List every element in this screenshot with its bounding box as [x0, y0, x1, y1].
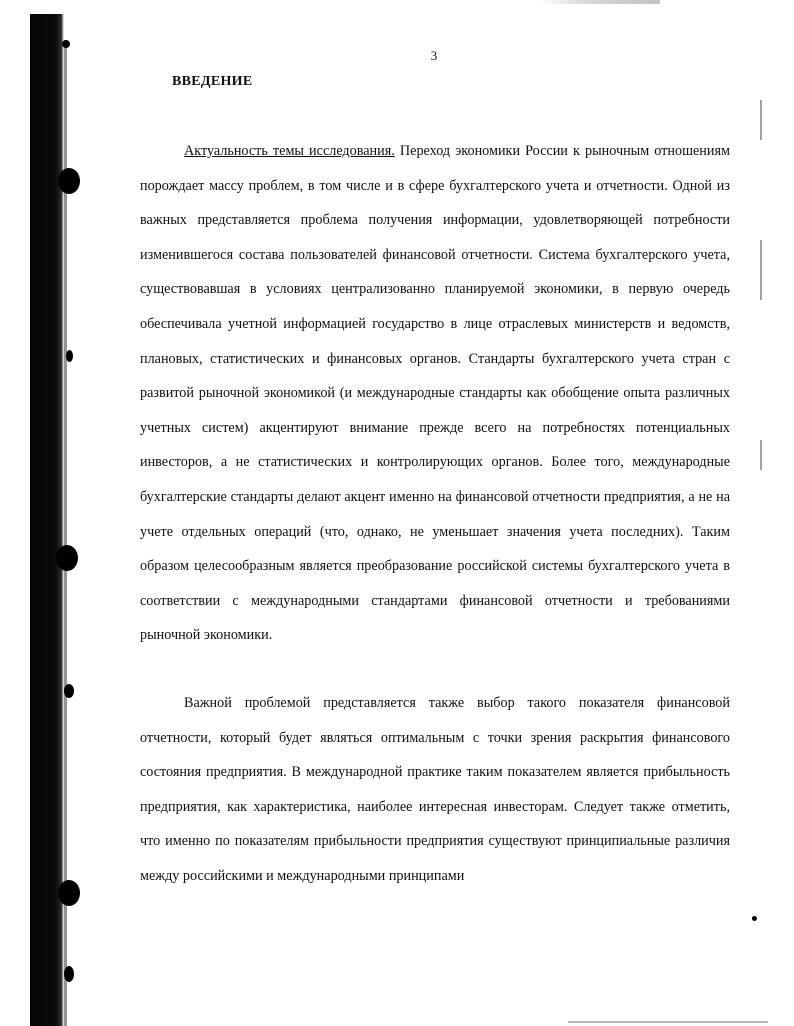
paragraph	[140, 134, 730, 653]
scan-edge-mark	[760, 440, 762, 470]
paragraph-text: Переход экономики России к рыночным отношениям порождает массу проблем, в том числе и в сфере бухгалтерского учета и отчетности. Одной из важных представляется проблема получения информации, удовлетворяющей потребности изменившегося состава пользователей финансовой отчетности. Система бухгалтерского учета, существовавшая в условиях централизованно планируемой экономики, в первую очередь обеспечивала учетной информацией государство в лице отраслевых министерств и ведомств, плановых, статистических и финансовых органов. Стандарты бухгалтерского учета стран с развитой рыночной экономикой (и международные стандарты как обобщение опыта различных учетных систем) акцентируют внимание прежде всего на потребностях потенциальных инвесторов, а не статистических и контролирующих органов. Более того, международные бухгалтерские стандарты делают акцент именно на финансовой отчетности предприятия, а не на учете отдельных операций (что, однако, не уменьшает значения учета последних). Таким образом целесообразным является преобразование российской системы бухгалтерского учета в соответствии с международными стандартами финансовой отчетности и требованиями рыночной экономики.	[140, 143, 730, 644]
page-number: 3	[430, 48, 438, 63]
scan-binding-edge	[30, 14, 64, 1026]
scan-speck	[62, 40, 70, 48]
scan-speck	[66, 350, 73, 362]
scan-speck	[752, 916, 757, 921]
paragraph-text: Важной проблемой представляется также выбор такого показателя финансовой отчетности, который будет являться оптимальным с точки зрения раскрытия финансового состояния предприятия. В международной практике таким показателем является прибыльность предприятия, как характеристика, наиболее интересная инвесторам. Следует также отметить, что именно по показателям прибыльности предприятия существуют принципиальные различия между российскими и международными принципами	[140, 695, 730, 884]
paragraph	[140, 686, 730, 895]
punch-hole	[56, 545, 78, 571]
scan-speck	[64, 684, 74, 698]
scan-top-edge	[540, 0, 660, 4]
section-title: ВВЕДЕНИЕ	[172, 74, 253, 89]
scan-bottom-edge	[568, 1021, 768, 1023]
scan-edge-mark	[760, 100, 762, 140]
scan-speck	[64, 966, 74, 982]
topic-heading: Актуальность темы исследования.	[184, 143, 395, 159]
punch-hole	[58, 168, 80, 194]
punch-hole	[58, 880, 80, 906]
scan-edge-mark	[760, 240, 762, 300]
